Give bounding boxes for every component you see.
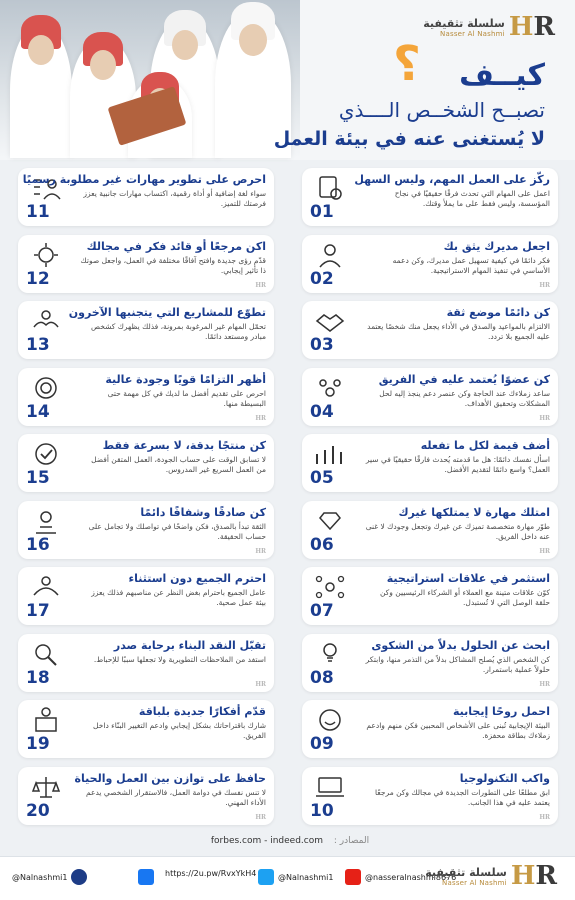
footer-link[interactable] — [165, 869, 256, 878]
brand-arabic: سلسلة تثقيفية — [423, 16, 505, 30]
youtube-icon — [345, 869, 361, 885]
tip-card — [18, 235, 274, 293]
tip-title: احترم الجميع دون استثناء — [128, 572, 266, 585]
tip-number: 11 — [26, 202, 50, 222]
tip-description: اعمل على المهام التي تحدث فرقًا حقيقيًا في نجاح المؤسسة، وليس فقط على ما يملأ وقتك. — [394, 189, 550, 208]
tip-number: 19 — [26, 734, 50, 754]
tip-number: 12 — [26, 268, 50, 289]
tip-card — [18, 368, 274, 426]
tip-card — [18, 501, 274, 559]
tip-number: 01 — [310, 202, 334, 222]
idea-target-icon — [30, 241, 62, 269]
tip-description: فكر دائمًا في كيفية تسهيل عمل مديرك، وكن دعمه الأساسي في تنفيذ المهام الاستراتيجية. — [392, 255, 550, 275]
tip-card — [18, 434, 274, 492]
tip-title: كن منتجًا بدقة، لا بسرعة فقط — [102, 439, 266, 452]
tip-title: تقبّل النقد البناء برحابة صدر — [113, 638, 266, 652]
tip-title: قدّم أفكارًا جديدة بلباقة — [138, 705, 266, 718]
card-watermark: HR — [255, 813, 266, 821]
title-line-3: لا يُستغنى عنه في بيئة العمل — [273, 128, 545, 150]
tip-description: كن الشخص الذي يُصلح المشاكل بدلاً من التذمر منها، وابتكر حلولاً عملية باستمرار. — [365, 654, 550, 674]
document-gear-icon — [314, 174, 346, 202]
tip-card — [302, 434, 558, 492]
tip-number: 18 — [26, 667, 50, 688]
title-line-2: تصبــح الشخــص الــــذي — [338, 98, 545, 122]
title-line-1: كيــف — [459, 58, 545, 93]
tip-card — [302, 634, 558, 692]
tip-number: 09 — [310, 734, 334, 754]
brand-logo-footer — [425, 863, 557, 889]
tip-number: 10 — [310, 800, 334, 821]
tip-title: كن عضوًا يُعتمد عليه في الفريق — [378, 372, 550, 386]
tip-description: تحمّل المهام غير المرغوبة بمرونة، فذلك يظهرك كشخص مبادر ومستعد دائمًا. — [91, 322, 266, 341]
sources-label: المصادر : — [333, 836, 370, 846]
tip-card — [18, 301, 274, 359]
tip-card — [18, 700, 274, 758]
tip-description: البيئة الإيجابية تُبنى على الأشخاص المحبين فكن منهم وادعم زملاءك بطاقة محفزة. — [366, 721, 550, 740]
value-chart-icon — [314, 440, 346, 468]
brand-english: Nasser Al Nashmi — [440, 29, 505, 38]
tip-number: 15 — [26, 468, 50, 488]
tip-card — [302, 301, 558, 359]
brand-logo — [423, 14, 555, 40]
lightbulb-person-icon — [314, 640, 346, 668]
tip-description: كوّن علاقات متينة مع العملاء أو الشركاء الرئيسيين وكن حلقة الوصل التي لا تُستبدل. — [379, 588, 550, 607]
precision-check-icon — [30, 440, 62, 468]
tip-card — [302, 368, 558, 426]
tip-number: 02 — [310, 268, 334, 289]
tip-title: احمل روحًا إيجابية — [452, 705, 550, 718]
smile-hearts-icon — [314, 706, 346, 734]
tip-card — [18, 767, 274, 825]
tip-description: شارك باقتراحاتك بشكل إيجابي وادعم التغيير البنّاء داخل الفريق. — [93, 721, 266, 740]
manager-icon — [314, 241, 346, 269]
twitter-handle-2: @Nalnashmi1 — [278, 872, 334, 882]
tip-description: عامل الجميع باحترام بغض النظر عن مناصبهم فذلك يعزز بيئة عمل صحية. — [91, 588, 266, 607]
hr-logo-icon: HR — [508, 12, 555, 42]
tip-description: الالتزام بالمواعيد والصدق في الأداء يجعل منك شخصًا يعتمد عليه الجميع بلا تردد. — [367, 322, 550, 341]
tip-title: أظهر التزامًا قويًا وجودة عالية — [105, 372, 266, 386]
volunteer-hands-icon — [30, 307, 62, 335]
network-icon — [314, 573, 346, 601]
sources-text: forbes.com - indeed.com — [210, 836, 324, 846]
handshake-icon — [314, 307, 346, 335]
tip-card — [302, 168, 558, 226]
tip-title: استثمر في علاقات استراتيجية — [386, 572, 550, 585]
tip-number: 06 — [310, 534, 334, 555]
tip-description: استفد من الملاحظات التطويرية ولا تجعلها سببًا للإحباط. — [93, 654, 266, 664]
hr-logo-footer-icon: HR — [510, 861, 557, 891]
card-watermark: HR — [255, 281, 266, 289]
tip-number: 16 — [26, 534, 50, 555]
idea-box-icon — [30, 706, 62, 734]
footer-twitter[interactable] — [12, 869, 87, 885]
tip-title: امتلك مهارة لا يمتلكها غيرك — [398, 505, 550, 519]
tip-title: ابحث عن الحلول بدلاً من الشكوى — [371, 638, 550, 652]
team-icon — [314, 374, 346, 402]
tip-card — [302, 235, 558, 293]
tip-description: طوّر مهارة متخصصة تميزك عن غيرك وتجعل وجودك لا غنى عنه داخل الفريق. — [365, 521, 550, 541]
tip-number: 05 — [310, 468, 334, 488]
person-figure — [10, 23, 72, 158]
tip-card — [18, 634, 274, 692]
tip-card — [302, 767, 558, 825]
tip-description: اسأل نفسك دائمًا: هل ما قدمته يُحدث فارقًا حقيقيًا في سير العمل؟ واسع دائمًا لتقديم الأفضل. — [365, 455, 550, 474]
tip-title: تطوّع للمشاريع التي يتجنبها الآخرون — [68, 306, 266, 319]
card-watermark: HR — [255, 414, 266, 422]
footer-link-text: https://2u.pw/RvxYkH4 — [165, 869, 257, 878]
respect-hand-icon — [30, 573, 62, 601]
tip-number: 13 — [26, 335, 50, 355]
twitter-handle: @Nalnashmi1 — [12, 872, 68, 882]
balance-scale-icon — [30, 773, 62, 801]
youtube-handle: @nasseralnashmi8676 — [365, 872, 457, 882]
tip-description: لا تسابق الوقت على حساب الجودة، العمل المتقن أفضل من العمل السريع غير المدروس. — [91, 455, 266, 474]
tip-title: اجعل مديرك يثق بك — [443, 239, 550, 253]
twitter-bird-icon — [258, 869, 274, 885]
footer-twitter-2[interactable] — [258, 869, 333, 885]
tip-description: الثقة تبدأ بالصدق، فكن واضحًا في تواصلك ولا تجامل على حساب الحقيقة. — [88, 521, 266, 541]
header-photo — [0, 0, 300, 158]
tip-description: لا تنس نفسك في دوامة العمل، فالاستقرار الشخصي يدعم الأداء المهني. — [86, 787, 266, 807]
tip-number: 04 — [310, 401, 334, 422]
tip-number: 17 — [26, 601, 50, 621]
tip-title: كن دائمًا موضع ثقة — [446, 306, 550, 319]
tip-number: 20 — [26, 800, 50, 821]
twitter-icon — [71, 869, 87, 885]
tip-number: 14 — [26, 401, 50, 422]
tip-title: كن صادقًا وشفافًا دائمًا — [140, 505, 266, 519]
tip-description: احرص على تقديم أفضل ما لديك في كل مهمة حتى البسيطة منها. — [107, 388, 266, 408]
card-watermark: HR — [539, 813, 550, 821]
tip-title: واكب التكنولوجيا — [459, 771, 550, 785]
sources — [150, 836, 430, 854]
tip-card — [18, 168, 274, 226]
tip-title: اكن مرجعًا أو قائد فكر في مجالك — [86, 239, 266, 253]
card-watermark: HR — [539, 680, 550, 688]
tip-card — [302, 501, 558, 559]
laptop-gear-icon — [314, 773, 346, 801]
footer — [0, 856, 575, 900]
tip-card — [302, 567, 558, 625]
tip-card — [302, 700, 558, 758]
tip-description: ساعد زملاءك عند الحاجة وكن عنصر دعم ينجذ إليه لحل المشكلات وتحقيق الأهداف. — [379, 388, 550, 408]
header — [0, 0, 575, 160]
tip-number: 08 — [310, 667, 334, 688]
tip-title: ركّز على العمل المهم، وليس السهل — [354, 173, 550, 186]
tip-title: حافظ على توازن بين العمل والحياة — [74, 771, 266, 785]
transparency-icon — [30, 507, 62, 535]
brand-arabic-footer: سلسلة تثقيفية — [425, 865, 507, 879]
tip-description: قدّم رؤى جديدة وافتح آفاقًا مختلفة في العمل، واجعل صوتك ذا تأثير إيجابي. — [80, 255, 266, 275]
quality-badge-icon — [30, 374, 62, 402]
card-watermark: HR — [539, 547, 550, 555]
footer-facebook[interactable] — [138, 869, 154, 885]
card-watermark: HR — [539, 414, 550, 422]
question-mark-icon: ؟ — [393, 36, 421, 92]
tip-number: 07 — [310, 601, 334, 621]
tip-number: 03 — [310, 335, 334, 355]
facebook-icon — [138, 869, 154, 885]
tip-description: ابق مطلعًا على التطورات الجديدة في مجالك وكن مرجعًا يعتمد عليه في هذا الجانب. — [375, 787, 550, 807]
brand-english-footer: Nasser Al Nashmi — [442, 878, 507, 887]
diamond-hand-icon — [314, 507, 346, 535]
tip-title: احرص على تطوير مهارات غير مطلوبة رسميًا — [22, 173, 266, 186]
card-watermark: HR — [539, 281, 550, 289]
tip-card — [18, 567, 274, 625]
card-watermark: HR — [255, 680, 266, 688]
card-watermark: HR — [255, 547, 266, 555]
tip-title: أضف قيمة لكل ما تفعله — [420, 439, 550, 452]
feedback-magnifier-icon — [30, 640, 62, 668]
tip-description: سواء لغة إضافية أو أداة رقمية، اكتساب مهارات جانبية يعزز فرصتك للتميز. — [83, 189, 266, 208]
